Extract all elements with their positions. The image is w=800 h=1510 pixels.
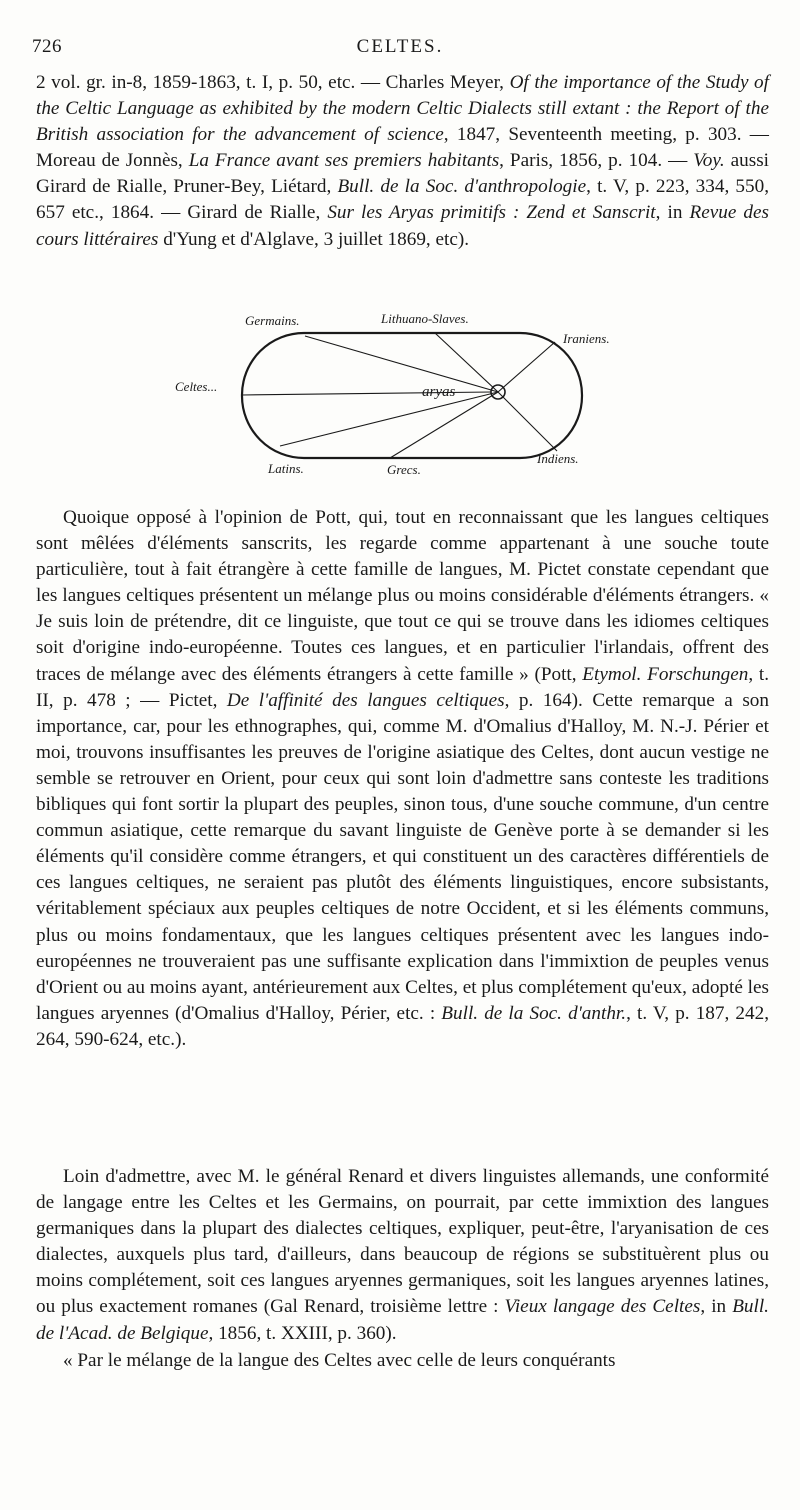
running-title: CELTES. — [356, 36, 444, 57]
text-run: , in — [700, 1296, 733, 1318]
text-run: aussi Girard de Rialle, Pruner-Bey, Liétard, — [36, 150, 770, 198]
text-run: , t. V, p. 187, 242, 264, 590-624, etc.). — [36, 1002, 769, 1050]
page-number: 726 — [32, 36, 62, 57]
italic-text-run: De l'affinité des langues celtiques — [226, 689, 505, 711]
italic-text-run: Sur les Aryas primitifs : Zend et Sanscrit — [327, 202, 656, 224]
body-paragraph — [36, 505, 769, 1053]
line-latins — [280, 392, 498, 446]
italic-text-run: Bull. de l'Acad. de Belgique — [36, 1296, 769, 1344]
italic-text-run: La France avant ses premiers habitants — [188, 150, 500, 172]
label-indiens: Indiens. — [537, 451, 579, 466]
italic-text-run: Revue des cours littéraires — [36, 202, 769, 250]
text-run: 2 vol. gr. in-8, 1859-1863, t. I, p. 50, etc. — Charles Meyer, — [36, 72, 510, 93]
italic-text-run: Voy. — [693, 150, 725, 172]
label-iraniens: Iraniens. — [563, 331, 610, 346]
line-grecs — [390, 392, 498, 458]
reference-paragraph — [36, 70, 769, 253]
ellipse-outline — [242, 333, 582, 458]
label-lithuano-slaves: Lithuano-Slaves. — [381, 311, 469, 326]
italic-text-run: Vieux langage des Celtes — [504, 1296, 701, 1318]
text-run: « Par le mélange de la langue des Celtes avec celle de leurs conquérants — [63, 1350, 616, 1371]
body-paragraph — [36, 1348, 769, 1374]
italic-text-run: Bull. de la Soc. d'anthr. — [441, 1002, 627, 1024]
label-grecs: Grecs. — [387, 462, 421, 477]
label-germains: Germains. — [245, 313, 300, 328]
italic-text-run: Of the importance of the Study of the Celtic Language as exhibited by the modern Celtic Dialects still extant : the Report of the British association for the advancement of science — [36, 72, 769, 146]
text-run: , Paris, 1856, p. 104. — — [499, 150, 694, 172]
language-family-diagram — [165, 308, 625, 478]
body-paragraph — [36, 1164, 769, 1347]
italic-text-run: Bull. de la Soc. d'anthropologie — [337, 176, 587, 198]
text-run: d'Yung et d'Alglave, 3 juillet 1869, etc). — [158, 228, 470, 250]
line-iraniens — [498, 342, 555, 392]
label-celtes: Celtes... — [175, 379, 218, 394]
text-run: , t. V, p. 223, 334, 550, 657 etc., 1864. — Girard de Rialle, — [36, 176, 769, 224]
label-aryas: aryas — [422, 384, 456, 400]
text-run: , p. 164). Cette remarque a son importance, car, pour les ethnographes, qui, comme M. d'Omalius d'Halloy, M. N.-J. Périer et moi, trouvons insuffisantes les preuves de l'origine asiatique des Celtes, dont aucun vestige ne semble se retrouver en Orient, pour ceux qui sont loin d'admettre sans conteste les traditions bibliques qui font sortir la plupart des peuples, sinon tous, d'une souche commune, d'un centre commun asiatique, cette remarque du savant linguiste de Genève porte à se demander si les éléments qu'il considère comme étrangers, et qui constituent un des caractères différentiels de ces langues celtiques, ne seraient pas plutôt des éléments linguistiques, encore subsistants, véritablement spéciaux aux peuples celtiques de notre Occident, et si les éléments communs, plus ou moins fondamentaux, que les langues celtiques présentent avec les langues indo-européennes ne trouveraient pas une suffisante explication dans l'immixtion de peuples venus d'Orient ou au moins ayant, antérieurement aux Celtes, et plus complétement qu'eux, adopté les langues aryennes (d'Omalius d'Halloy, Périer, etc. : — [36, 689, 769, 1024]
text-run: , in — [655, 202, 690, 224]
text-run: , 1856, t. XXIII, p. 360). — [208, 1322, 397, 1344]
text-run: , t. II, p. 478 ; — Pictet, — [36, 663, 770, 711]
text-run: Quoique opposé à l'opinion de Pott, qui, tout en reconnaissant que les langues celtiques sont mêlées d'éléments sanscrits, les regarde comme appartenant à une souche toute particulière, tout à fait étrangère à cette famille de langues, M. Pictet constate cependant que les langues celtiques présentent un mélange plus ou moins considérable d'éléments étrangers. « Je suis loin de prétendre, dit ce linguiste, que tout ce qui se trouve dans les idiomes celtiques soit d'origine indo-européenne. Toutes ces langues, et en particulier l'irlandais, offrent des traces de mélange avec des éléments étrangers à cette famille » (Pott, — [36, 507, 769, 685]
diagram-svg — [165, 308, 625, 478]
line-germains — [305, 336, 498, 392]
text-run: Loin d'admettre, avec M. le général Renard et divers linguistes allemands, une conformité de langage entre les Celtes et les Germains, on pourrait, par cette immixtion des langues germaniques dans la plupart des dialectes celtiques, expliquer, peut-être, l'aryanisation de ces dialectes, auxquels plus tard, d'ailleurs, dans beaucoup de régions se substituèrent plus ou moins complétement, soit ces langues aryennes germaniques, soit les langues aryennes latines, ou plus exactement romanes (Gal Renard, troisième lettre : — [36, 1166, 769, 1318]
text-run: , 1847, Seventeenth meeting, p. 303. — Moreau de Jonnès, — [36, 124, 769, 172]
page-header — [30, 36, 770, 66]
label-latins: Latins. — [268, 461, 304, 476]
line-indiens — [498, 392, 557, 451]
italic-text-run: Etymol. Forschungen — [582, 663, 749, 685]
